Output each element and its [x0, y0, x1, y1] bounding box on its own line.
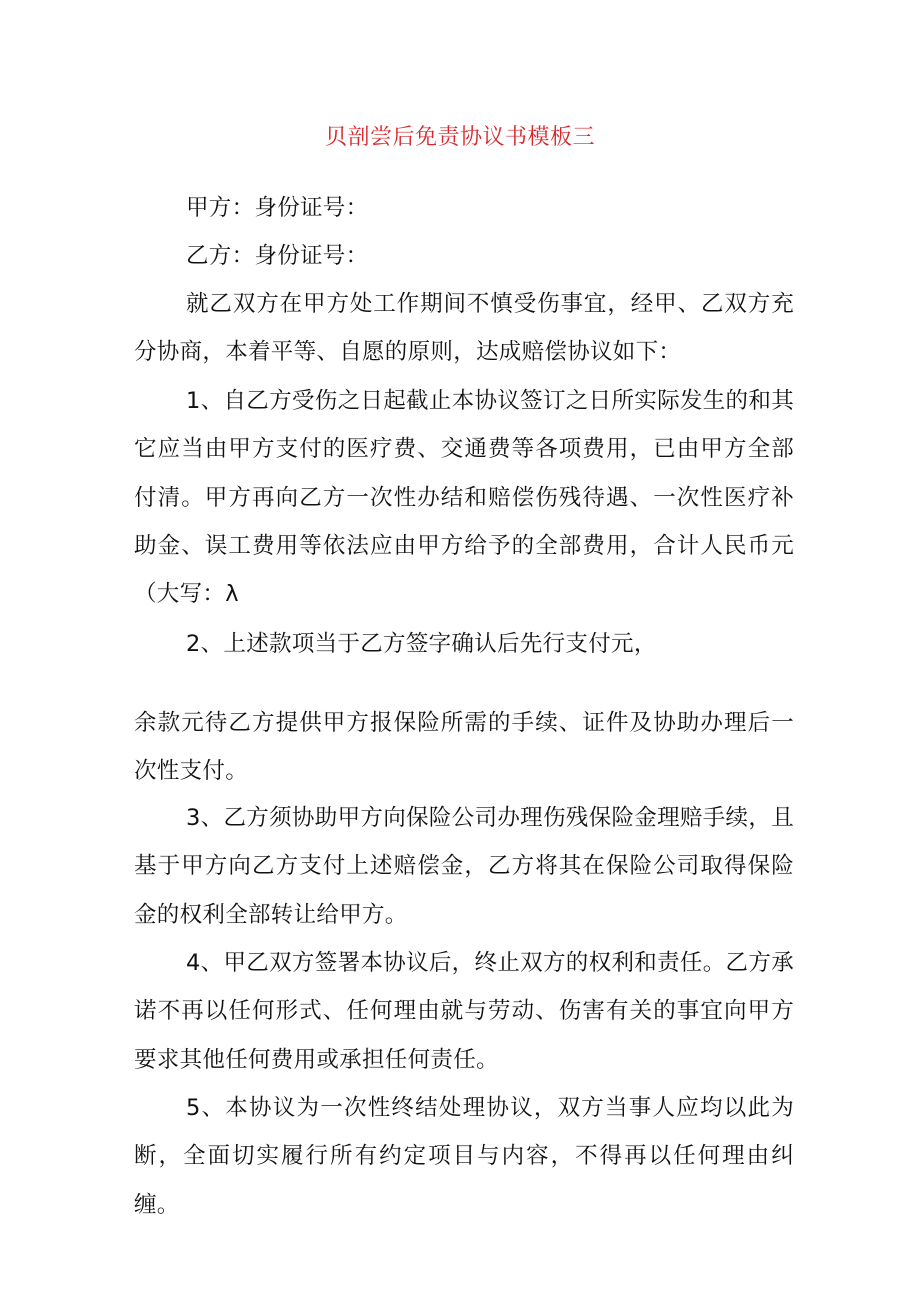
clause-2-continuation: 余款元待乙方提供甲方报保险所需的手续、证件及协助办理后一次性支付。 — [134, 710, 794, 785]
clause-1: 1、自乙方受伤之日起截止本协议签订之日所实际发生的和其它应当由甲方支付的医疗费、交通费等各项费用，已由甲方全部付清。甲方再向乙方一次性办结和赔偿伤残待遇、一次性医疗补助金、误工费用等依法应由甲方给予的全部费用，合计人民币元（大写：λ — [134, 388, 794, 608]
party-b-line: 乙方：身份证号： — [186, 243, 369, 269]
intro-paragraph: 就乙双方在甲方处工作期间不慎受伤事宜，经甲、乙双方充分协商，本着平等、自愿的原则，达成赔偿协议如下： — [134, 291, 794, 366]
clause-5: 5、本协议为一次性终结处理协议，双方当事人应均以此为断，全面切实履行所有约定项目与内容，不得再以任何理由纠缠。 — [134, 1095, 794, 1218]
clause-2-first-line: 2、上述款项当于乙方签字确认后先行支付元， — [186, 631, 657, 657]
party-a-line: 甲方：身份证号： — [186, 195, 369, 221]
document-title: 贝剖尝后免责协议书模板三 — [324, 125, 595, 150]
clause-3: 3、乙方须协助甲方向保险公司办理伤残保险金理赔手续，且基于甲方向乙方支付上述赔偿金，乙方将其在保险公司取得保险金的权利全部转让给甲方。 — [134, 805, 794, 928]
clause-4: 4、甲乙双方签署本协议后，终止双方的权利和责任。乙方承诺不再以任何形式、任何理由就与劳动、伤害有关的事宜向甲方要求其他任何费用或承担任何责任。 — [134, 950, 794, 1073]
